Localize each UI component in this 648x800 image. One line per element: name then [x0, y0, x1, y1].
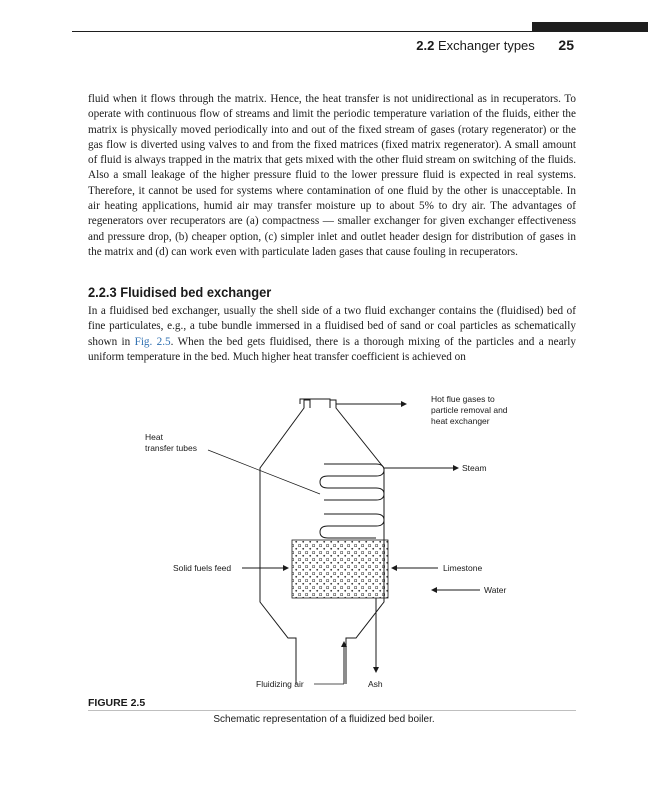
fluidised-bed [292, 540, 388, 598]
label-fluidizing-air: Fluidizing air [256, 679, 304, 689]
body-paragraph-2 [88, 304, 576, 365]
heat-transfer-tubes-lower [320, 514, 384, 538]
heat-transfer-tubes-upper [320, 464, 384, 500]
label-heat-line2: transfer tubes [145, 443, 197, 453]
paragraph2-text-end: . When the bed gets fluidised, there is a thorough mixing of the particles and a nearly uniform temperature in the bed. Much higher heat transfer coefficient is achieved on [88, 335, 576, 363]
label-ash: Ash [368, 679, 383, 689]
figure-caption: Schematic representation of a fluidized bed boiler. [213, 714, 435, 725]
figure-caption-rule [88, 710, 576, 711]
label-heat-line1: Heat [145, 432, 163, 442]
label-hot-flue-line1: Hot flue gases to [431, 394, 495, 404]
fluidized-bed-boiler-diagram [88, 390, 576, 695]
header-rule [72, 31, 648, 32]
page-number: 25 [558, 37, 574, 53]
paragraph2-text-start: In a fluidised bed exchanger, usually the shell side of a two fluid exchanger contains the (fluidised) bed of fine particulates, e.g., a tube bundle immersed in a fluidised bed of sand or coal particles as schematically shown in [88, 305, 576, 348]
label-hot-flue-line3: heat exchanger [431, 416, 490, 426]
subsection-heading: 2.2.3 Fluidised bed exchanger [88, 284, 272, 300]
label-water: Water [484, 585, 507, 595]
label-hot-flue-line2: particle removal and [431, 405, 508, 415]
figure-reference-link[interactable]: Fig. 2.5 [134, 335, 171, 348]
label-steam: Steam [462, 463, 487, 473]
section-title: Exchanger types [437, 38, 535, 53]
label-solid-fuels: Solid fuels feed [173, 563, 232, 573]
label-limestone: Limestone [443, 563, 483, 573]
running-head [416, 37, 574, 53]
heat-tubes-leader [208, 450, 320, 494]
figure-label: FIGURE 2.5 [88, 697, 146, 709]
section-number: 2.2 [416, 38, 435, 53]
body-paragraph-1: fluid when it flows through the matrix. Hence, the heat transfer is not unidirectional as in recuperators. To operate with continuous flow of streams and limit the periodic temperature variation of the fluids, either the matrix is physically moved periodically into and out of the fixed stream of gases (rotary regenerator) or the gas flow is diverted using valves to and from the fixed matrices (fixed matrix regenerator). A small amount of fluid is always trapped in the matrix that gets mixed with the other fluid stream on switching of the fluids. Also a small leakage of the higher pressure fluid to the lower pressure fluid is expected in real systems. Therefore, it cannot be used for systems where contamination of one fluid by the other is unacceptable. In air heating applications, humid air may transfer moisture up to about 5% to dry air. The advantages of regenerators over recuperators are (a) compactness — smaller exchanger for given exchanger effectiveness and pressure drop, (b) cheaper option, (c) simpler inlet and outlet header design for distribution of gases in the matrix and (d) can work even with particulate laden gases that cause fouling in recuperators. [88, 93, 576, 258]
